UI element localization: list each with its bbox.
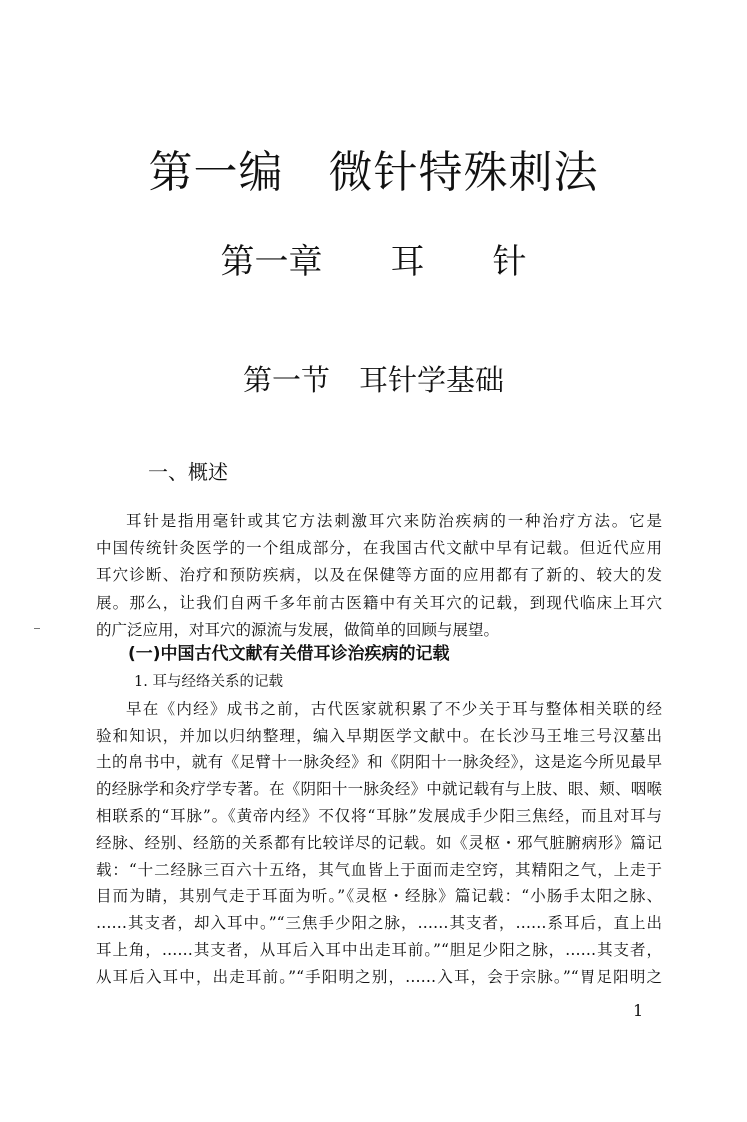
body-line: 载：“十二经脉三百六十五络，其气血皆上于面而走空窍，其精阳之气，上走于 [96, 861, 662, 879]
body-line: 目而为睛，其别气走于耳面为听。”《灵枢・经脉》篇记载：“小肠手太阳之脉、 [96, 887, 662, 905]
section-title: 第一节 耳针学基础 [242, 363, 504, 397]
body-line: 从耳后入耳中，出走耳前。”“手阳明之别，……入耳，会于宗脉。”“胃足阳明之 [96, 968, 662, 986]
body-line: 验和知识，并加以归纳整理，编入早期医学文献中。在长沙马王堆三号汉墓出 [96, 727, 662, 745]
body-line: 相联系的“耳脉”。《黄帝内经》不仅将“耳脉”发展成手少阳三焦经，而且对耳与 [96, 807, 662, 825]
body-line: 耳上角，……其支者，从耳后入耳中出走耳前。”“胆足少阳之脉，……其支者， [96, 941, 662, 959]
body-line: 经脉、经别、经筋的关系都有比较详尽的记载。如《灵枢・邪气脏腑病形》篇记 [96, 834, 662, 852]
body-line: 的经脉学和灸疗学专著。在《阴阳十一脉灸经》中就记载有与上肢、眼、颊、咽喉 [96, 780, 662, 798]
subheading: (一)中国古代文献有关借耳诊治疾病的记载 [128, 644, 450, 664]
body-line: ……其支者，却入耳中。”“三焦手少阳之脉，……其支者，……系耳后，直上出 [96, 914, 662, 932]
intro-line: 中国传统针灸医学的一个组成部分，在我国古代文献中早有记载。但近代应用 [96, 539, 662, 557]
body-line: 土的帛书中，就有《足臂十一脉灸经》和《阴阳十一脉灸经》，这是迄今所见最早 [96, 753, 662, 771]
page-number: 1 [633, 1001, 644, 1020]
intro-line: 耳针是指用毫针或其它方法刺激耳穴来防治疾病的一种治疗方法。它是 [126, 512, 662, 530]
part-title: 第一编 微针特殊刺法 [148, 147, 599, 198]
subsubheading: 1. 耳与经络关系的记载 [134, 674, 283, 690]
body-line: 早在《内经》成书之前，古代医家就积累了不少关于耳与整体相关联的经 [126, 700, 662, 718]
intro-line: 展。那么，让我们自两千多年前古医籍中有关耳穴的记载，到现代临床上耳穴 [96, 594, 662, 612]
intro-line: 的广泛应用，对耳穴的源流与发展，做简单的回顾与展望。 [96, 621, 500, 639]
overview-heading: 一、概述 [148, 460, 228, 484]
chapter-title: 第一章 耳 针 [220, 242, 527, 282]
margin-mark [34, 628, 40, 629]
intro-line: 耳穴诊断、治疗和预防疾病，以及在保健等方面的应用都有了新的、较大的发 [96, 566, 662, 584]
